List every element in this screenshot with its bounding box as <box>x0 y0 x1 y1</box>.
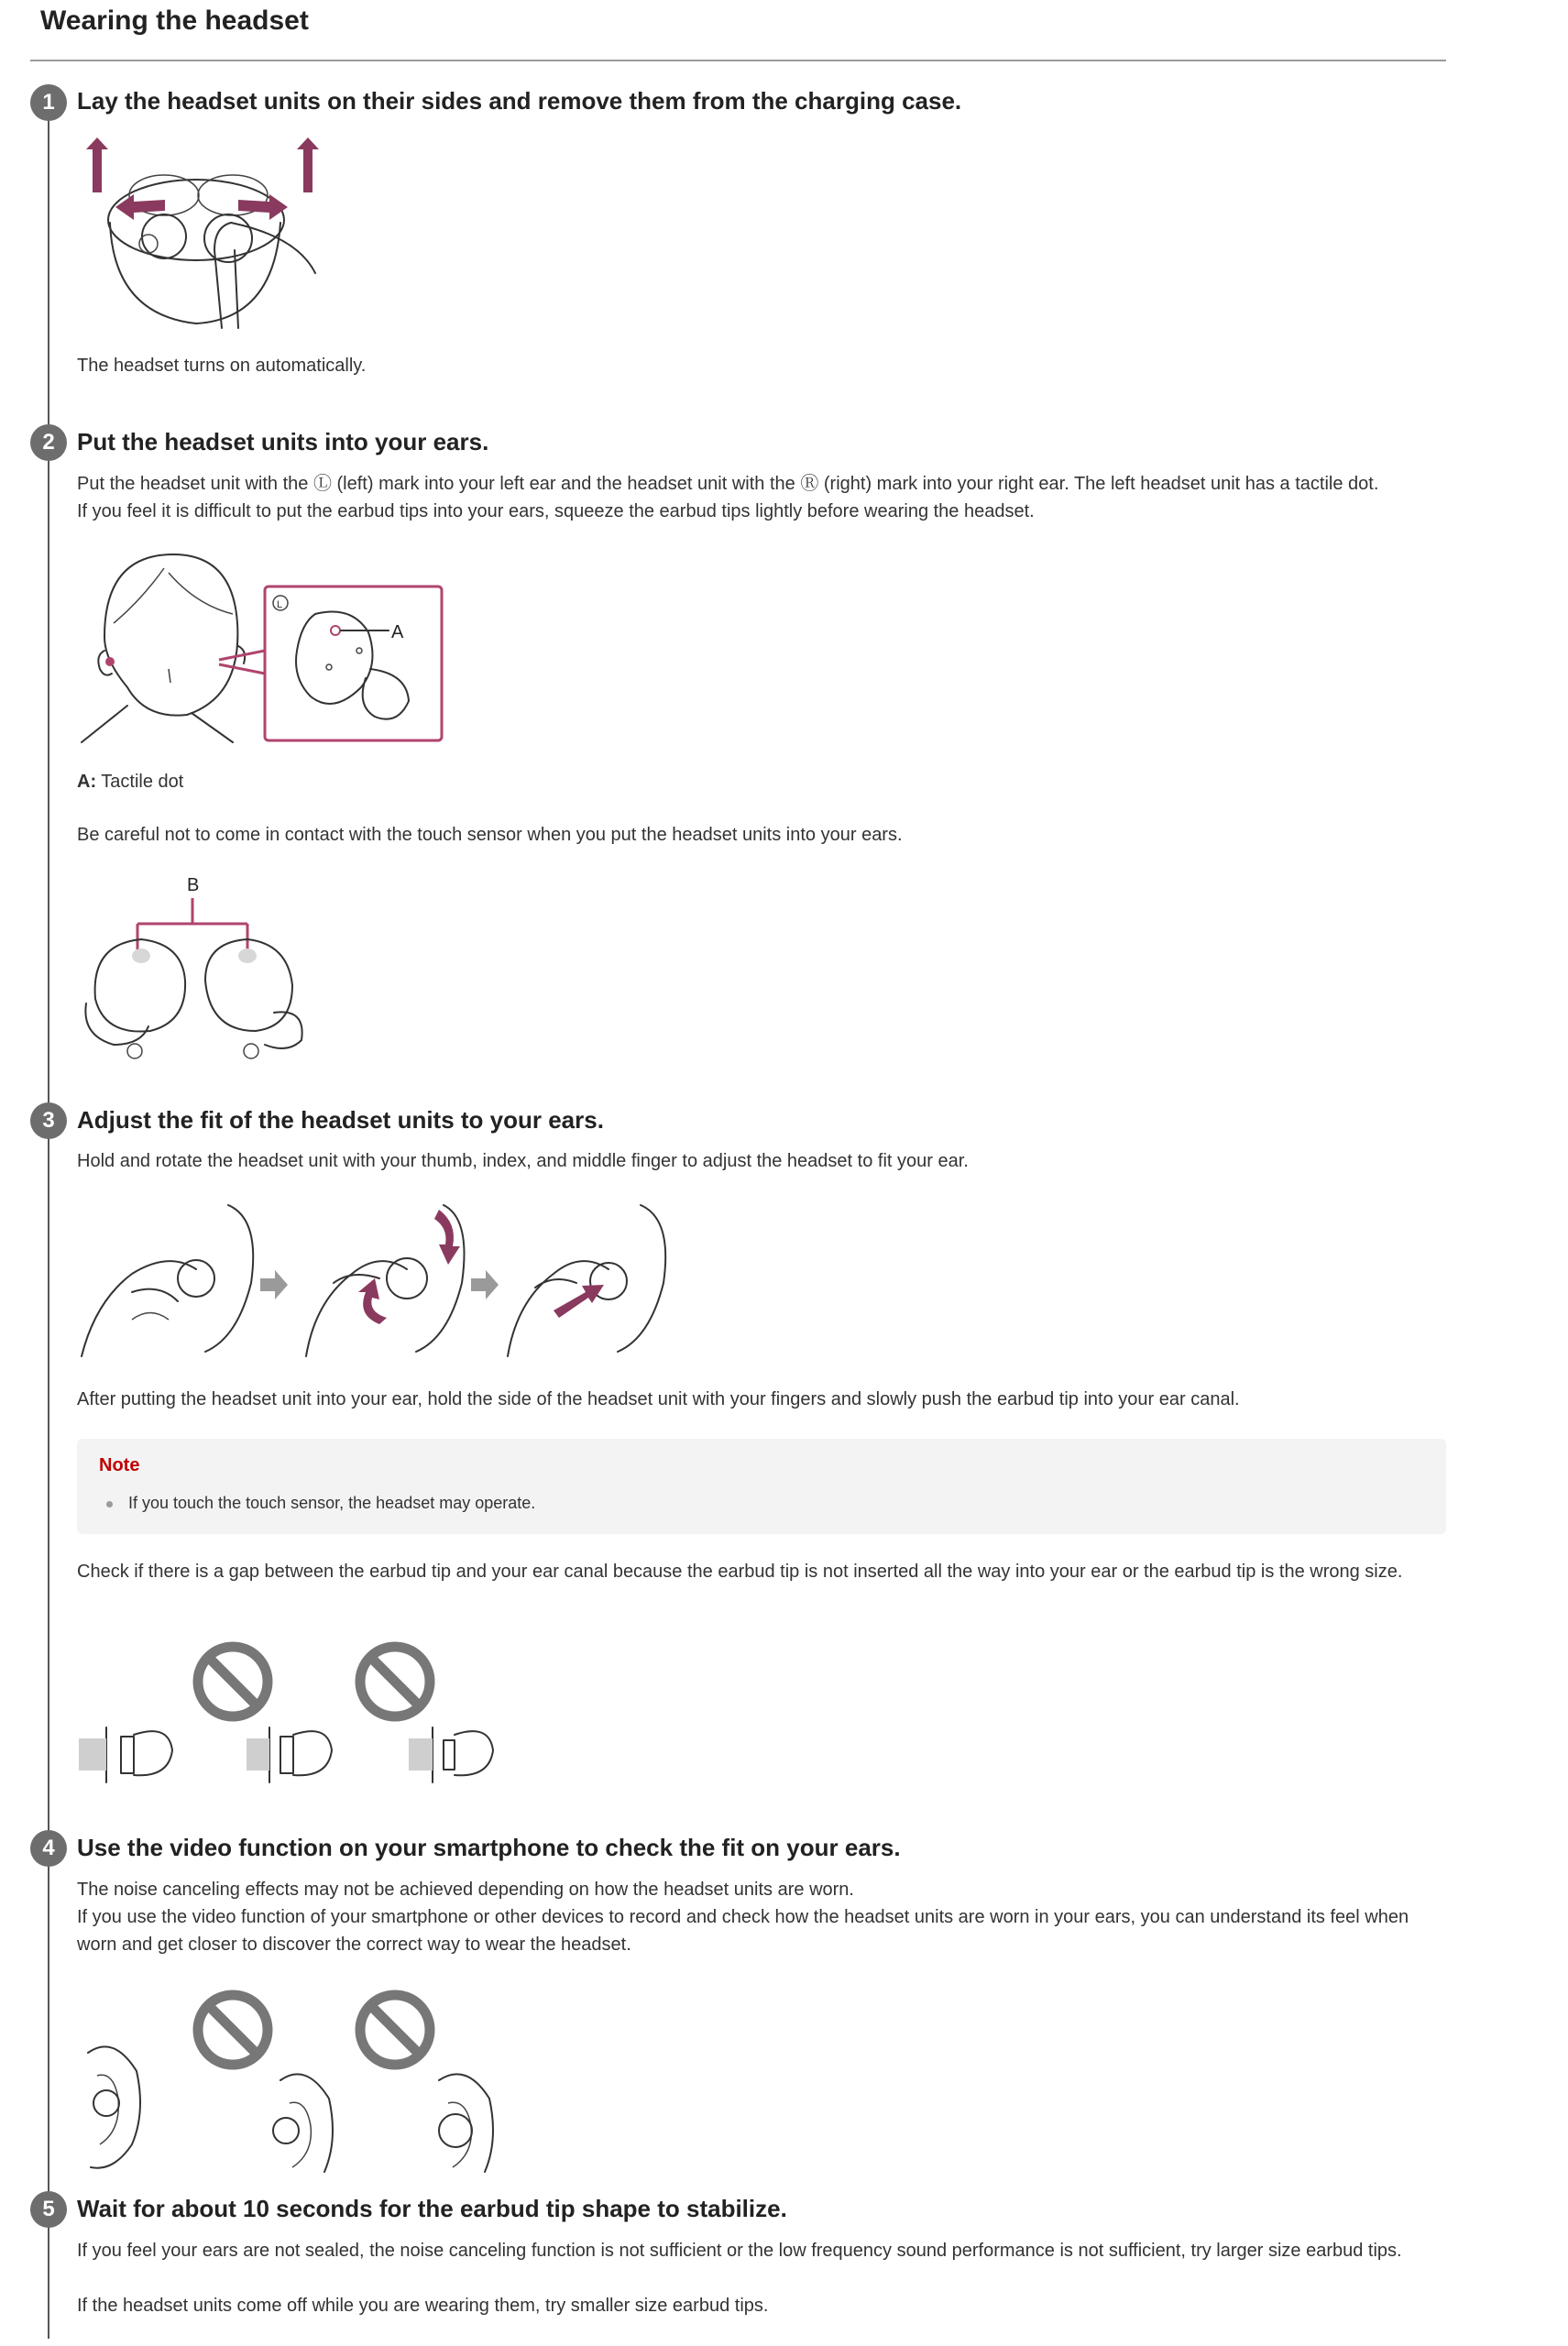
step-2-line-1-start: Put the headset unit with the <box>77 474 313 494</box>
step-2-number: 2 <box>30 424 67 461</box>
step-1-heading: Lay the headset units on their sides and remove them from the charging case. <box>77 87 962 115</box>
step-4-heading: Use the video function on your smartphone to check the fit on your ears. <box>77 1834 901 1861</box>
legend-a-key: A: <box>77 772 97 792</box>
charging-case-illustration <box>77 136 334 337</box>
svg-text:L: L <box>277 599 283 610</box>
page-title: Wearing the headset <box>40 5 309 36</box>
step-4-text-1: The noise canceling effects may not be achieved depending on how the headset units are worn. <box>77 1880 854 1900</box>
step-3-text-1: Hold and rotate the headset unit with your thumb, index, and middle finger to adjust the headset to fit your ear. <box>77 1151 969 1171</box>
legend-a <box>77 768 183 795</box>
step-2-line-1-end: (right) mark into your right ear. The left headset unit has a tactile dot. <box>818 474 1379 494</box>
step-2-line-1-middle: (left) mark into your left ear and the headset unit with the <box>331 474 801 494</box>
note-bullet-icon <box>106 1501 113 1507</box>
left-mark-icon: Ⓛ <box>313 474 332 494</box>
step-4-text-2: If you use the video function of your smartphone or other devices to record and check how the headset units are worn in your ears, you can understand its feel when worn and get closer to discover the correct way to wear the headset. <box>77 1907 1409 1955</box>
callout-a-label: A <box>391 622 404 642</box>
step-1-text: The headset turns on automatically. <box>77 356 367 376</box>
step-5-heading: Wait for about 10 seconds for the earbud tip shape to stabilize. <box>77 2195 787 2222</box>
step-2-line-1 <box>77 470 1378 498</box>
step-4-number: 4 <box>30 1830 67 1867</box>
step-5-text-1: If you feel your ears are not sealed, the noise canceling function is not sufficient or the low frequency sound performance is not sufficient, try larger size earbud tips. <box>77 2241 1402 2261</box>
step-5-number: 5 <box>30 2191 67 2228</box>
note-box <box>77 1439 1446 1534</box>
title-divider <box>30 60 1446 61</box>
step-2-heading: Put the headset units into your ears. <box>77 428 489 455</box>
touch-sensor-illustration <box>77 871 334 1068</box>
ear-fit-check-illustration <box>77 1984 517 2176</box>
note-item: If you touch the touch sensor, the headset may operate. <box>128 1494 536 1512</box>
step-2-caution: Be careful not to come in contact with the touch sensor when you put the headset units into your ears. <box>77 825 903 845</box>
right-mark-icon: Ⓡ <box>800 474 819 494</box>
callout-b-label: B <box>187 875 200 895</box>
adjust-fit-illustration <box>77 1200 663 1365</box>
step-3-number: 3 <box>30 1102 67 1139</box>
step-3-text-2: After putting the headset unit into your ear, hold the side of the headset unit with your fingers and slowly push the earbud tip into your ear canal. <box>77 1389 1240 1409</box>
step-2-line-2: If you feel it is difficult to put the earbud tips into your ears, squeeze the earbud tips lightly before wearing the headset. <box>77 501 1035 521</box>
step-3-text-3: Check if there is a gap between the earbud tip and your ear canal because the earbud tip is not inserted all the way into your ear or the earbud tip is the wrong size. <box>77 1562 1403 1582</box>
note-title: Note <box>99 1455 140 1475</box>
step-1-number: 1 <box>30 84 67 121</box>
step-5-text-2: If the headset units come off while you are wearing them, try smaller size earbud tips. <box>77 2296 769 2316</box>
head-and-earbud-illustration <box>77 550 462 747</box>
legend-a-text: Tactile dot <box>96 772 184 792</box>
step-3-heading: Adjust the fit of the headset units to your ears. <box>77 1106 604 1134</box>
earbud-gap-illustration <box>77 1636 517 1782</box>
